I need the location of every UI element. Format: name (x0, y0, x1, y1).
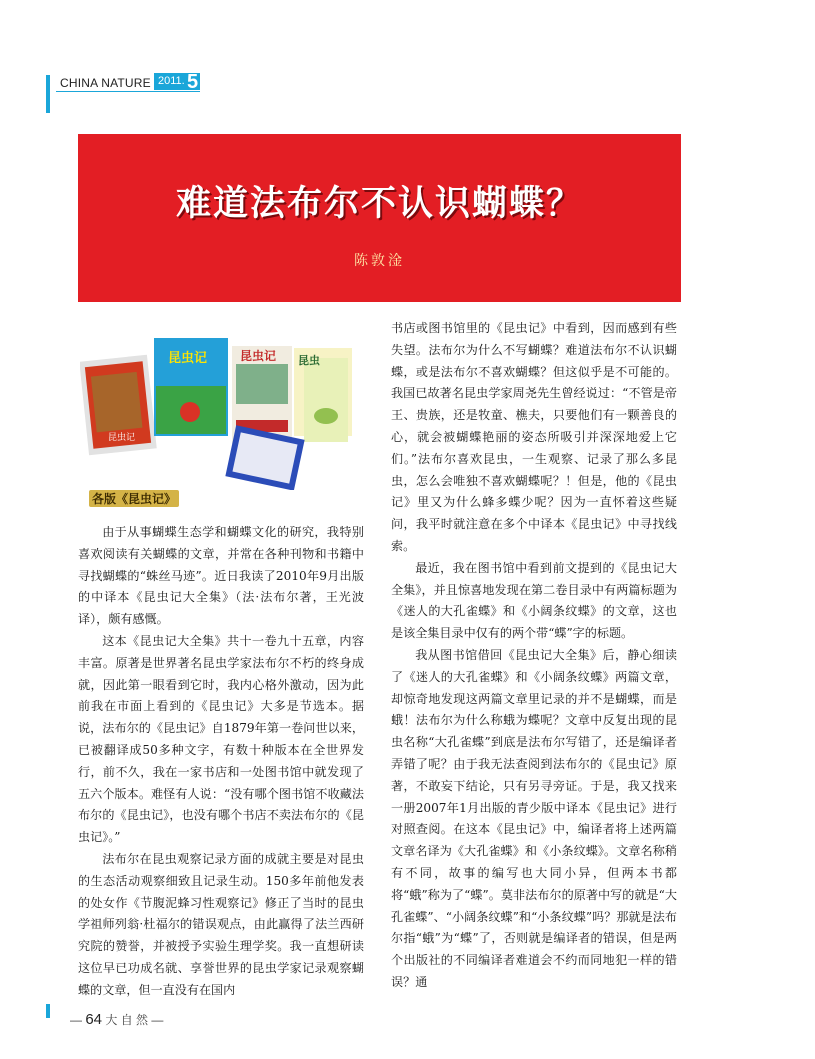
article-title: 难道法布尔不认识蝴蝶？ (175, 183, 583, 224)
book-editions-photo (80, 336, 356, 490)
book-2-title: 昆虫记 (168, 351, 208, 366)
book-3-title: 昆虫记 (240, 349, 277, 363)
paragraph: 书店或图书馆里的《昆虫记》中看到，因而感到有些失望。法布尔为什么不写蝴蝶？难道法布尔不认识蝴蝶，或是法布尔不喜欢蝴蝶？但这似乎是不可能的。我国已故著名昆虫学家周尧先生曾经说过：“不管是帝王、贵族，还是牧童、樵夫，只要他们有一颗善良的心，就会被蝴蝶艳丽的姿态所吸引并深深地爱上它们。”法布尔喜欢昆虫，一生观察、记录了那么多昆虫，怎么会唯独不喜欢蝴蝶呢？！但是，他的《昆虫记》里又为什么蜂多蝶少呢？因为一直怀着这些疑问，我平时就注意在多个中译本《昆虫记》中寻找线索。 (391, 321, 677, 553)
paragraph: 法布尔在昆虫观察记录方面的成就主要是对昆虫的生态活动观察细致且记录生动。150多年前他发表的处女作《节腹泥蜂习性观察记》修正了当时的昆虫学祖师列翁·杜福尔的错误观点，由此赢得了法兰西研究院的赞誉，并被授予实验生理学奖。我一直想研读这位早已功成名就、享誉世界的昆虫学家记录观察蝴蝶的文章，但一直没有在国内 (78, 851, 364, 997)
header-rule (56, 91, 200, 92)
issue-number: 5 (187, 71, 199, 93)
book-4 (294, 348, 352, 442)
right-column (391, 318, 677, 994)
figure-caption: 各版《昆虫记》 (89, 490, 179, 507)
issue-year: 2011. (154, 73, 200, 90)
left-column (78, 522, 364, 1002)
header-accent-bar (46, 75, 50, 113)
paragraph: 我从图书馆借回《昆虫记大全集》后，静心细读了《迷人的大孔雀蝶》和《小阔条纹蝶》两篇文章，却惊奇地发现这两篇文章里记录的并不是蝴蝶，而是蛾！法布尔为什么称蛾为蝶呢？文章中反复出现的昆虫名称“大孔雀蝶”到底是法布尔写错了，还是编译者弄错了呢？由于我无法查阅到法布尔的《昆虫记》原著，不敢妄下结论，只有另寻旁证。于是，我又找来一册2007年1月出版的青少版中译本《昆虫记》进行对照查阅。在这本《昆虫记》中，编译者将上述两篇文章名译为《大孔雀蝶》和《小条纹蝶》。文章名称稍有不同，故事的编写也大同小异，但两本书都将“蛾”称为了“蝶”。莫非法布尔的原著中写的就是“大孔雀蝶”、“小阔条纹蝶”和“小条纹蝶”吗？那就是法布尔指“蛾”为“蝶”了，否则就是编译者的错误，但是两个出版社的不同编译者难道会不约而同地犯一样的错误？通 (391, 647, 677, 989)
book-1 (80, 355, 157, 456)
paragraph: 最近，我在图书馆中看到前文提到的《昆虫记大全集》，并且惊喜地发现在第二卷目录中有两篇标题为《迷人的大孔雀蝶》和《小阔条纹蝶》的文章，这也是该全集目录中仅有的两个带“蝶”字的标题。 (391, 560, 677, 641)
page-footer: — 64 大 自 然 — (70, 1011, 164, 1028)
book-1-title: 昆虫记 (108, 433, 136, 443)
article-author: 陈敦淦 (354, 253, 405, 269)
footer-accent-bar (46, 1004, 50, 1018)
paragraph: 这本《昆虫记大全集》共十一卷九十五章，内容丰富。原著是世界著名昆虫学家法布尔不朽的终身成就，因此第一眼看到它时，我内心格外激动，因为此前我在市面上看到的《昆虫记》大多是节选本。据说，法布尔的《昆虫记》自1879年第一卷问世以来，已被翻译成50多种文字，有数十种版本在全世界发行，前不久，我在一家书店和一处图书馆中就发现了五六个版本。难怪有人说：“没有哪个图书馆不收藏法布尔的《昆虫记》，也没有哪个书店不卖法布尔的《昆虫记》。” (78, 633, 364, 845)
page-number: 64 (85, 1011, 103, 1028)
book-2 (154, 338, 228, 436)
title-banner (78, 134, 681, 302)
book-4-title: 昆虫 (298, 354, 320, 367)
footer-section: 大 自 然 (105, 1013, 149, 1027)
magazine-name: CHINA NATURE (60, 76, 151, 90)
paragraph: 由于从事蝴蝶生态学和蝴蝶文化的研究，我特别喜欢阅读有关蝴蝶的文章，并常在各种刊物和书籍中寻找蝴蝶的“蛛丝马迹”。近日我读了2010年9月出版的中译本《昆虫记大全集》（法·法布尔著，王光波译），颇有感慨。 (78, 525, 364, 627)
